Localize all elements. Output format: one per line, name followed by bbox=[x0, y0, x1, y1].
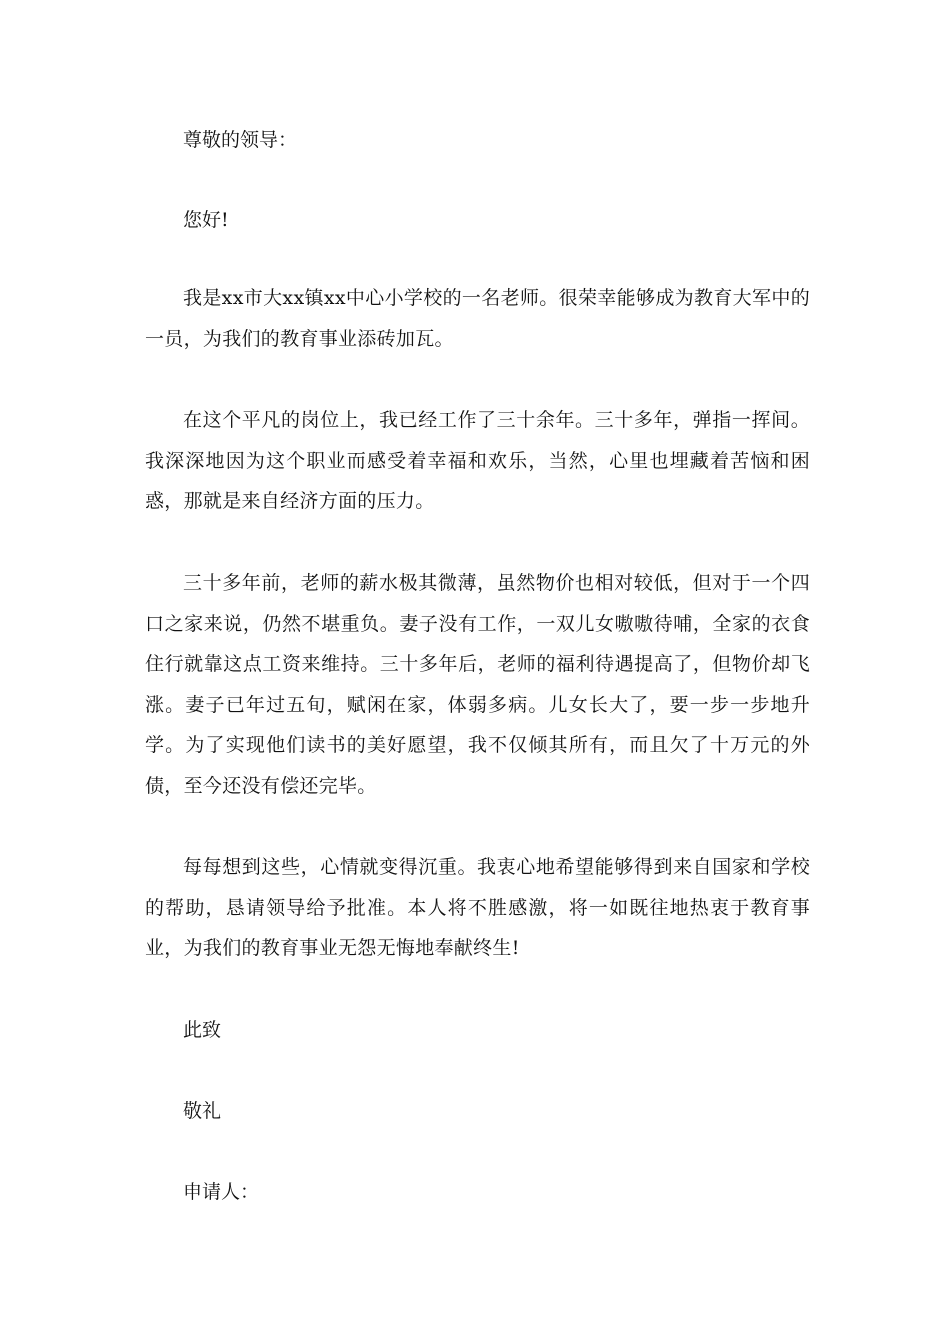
greeting: 您好! bbox=[183, 209, 229, 231]
paragraph-1: 我是xx市大xx镇xx中心小学校的一名老师。很荣幸能够成为教育大军中的一员，为我们的教育事业添砖加瓦。 bbox=[145, 287, 810, 350]
paragraph-4: 每每想到这些，心情就变得沉重。我衷心地希望能够得到来自国家和学校的帮助，恳请领导给予批准。本人将不胜感激，将一如既往地热衷于教育事业，为我们的教育事业无怨无悔地奉献终生! bbox=[145, 856, 810, 959]
closing-respectfully: 此致 bbox=[183, 1019, 222, 1041]
paragraph-3: 三十多年前，老师的薪水极其微薄，虽然物价也相对较低，但对于一个四口之家来说，仍然不堪重负。妻子没有工作，一双儿女嗷嗷待哺，全家的衣食住行就靠这点工资来维持。三十多年后，老师的福利待遇提高了，但物价却飞涨。妻子已年过五旬，赋闲在家，体弱多病。儿女长大了，要一步一步地升学。为了实现他们读书的美好愿望，我不仅倾其所有，而且欠了十万元的外债，至今还没有偿还完毕。 bbox=[145, 572, 810, 797]
closing-salute: 敬礼 bbox=[183, 1100, 222, 1122]
paragraph-2: 在这个平凡的岗位上，我已经工作了三十余年。三十多年，弹指一挥间。我深深地因为这个职业而感受着幸福和欢乐，当然，心里也埋藏着苦恼和困惑，那就是来自经济方面的压力。 bbox=[145, 409, 810, 512]
salutation: 尊敬的领导： bbox=[183, 129, 298, 151]
applicant-label: 申请人： bbox=[183, 1181, 260, 1203]
